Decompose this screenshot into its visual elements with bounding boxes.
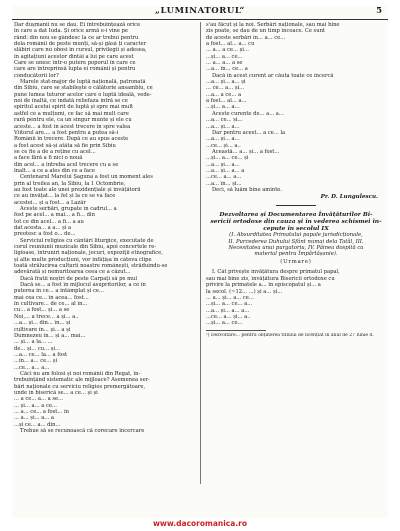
text-line: ...ce... și... a.. (206, 142, 241, 149)
text-line: tot ce din acel... a fi... a au (14, 218, 84, 225)
text-line: cultivare în... și... a și (14, 326, 71, 333)
section-title (206, 211, 386, 232)
text-line: ... a... și... a... ce... (206, 294, 254, 301)
text-line: Dacă fratii noștri de peste Carpați să pe mul (20, 275, 138, 282)
text-line: Dacă în acest curent ar căuta toate ce încercă (212, 72, 334, 79)
text-line: ...și... a... ce... a... (206, 301, 253, 308)
text-line: Care se unesc într-o putere poporul în care ce (14, 60, 136, 67)
text-line: adevărată și nemuritoarea ceea ce a căzut... (14, 269, 131, 276)
text-line: pune lumea tuturor acelor care o luptă ideală, vede- (14, 91, 152, 98)
text-line: dela românii de peste munți, să-și găsă ți caracter (14, 41, 147, 48)
text-line: Trebue să se recunoască că corecare încercare (20, 428, 145, 434)
text-line: ... a... și... a... a (14, 415, 54, 422)
text-line: ... și... a la... ... (14, 339, 53, 346)
text-line: ... a... a... a se (206, 60, 243, 67)
text-line: ... a ce... a... a se... (14, 396, 64, 403)
text-line: ...și ce... a... din... (14, 421, 61, 428)
text-line: ...ce... a... a... (14, 364, 50, 371)
text-line: ...în... a... ce... și (14, 358, 58, 365)
text-line: de aceste serbări în... a... ce... (206, 34, 286, 41)
text-line: ...a... și... a... (206, 123, 240, 130)
text-line: dat acesta... a a... și a (14, 225, 72, 231)
text-line: Această... a... și... a fost... (212, 148, 280, 155)
text-line: spiritul acelui spirit de luptă și spre mai mult (14, 104, 134, 111)
text-line: a fost acest să-și atâta să fie prin Sibiu (14, 142, 116, 149)
author-signature: Pr. D. Lungulescu. (320, 194, 378, 201)
text-line: Dacă se... a fost în mijlocul asupritorilor, a ce în (20, 282, 146, 289)
text-line: ...a... și... a... a (206, 167, 245, 174)
text-line: prin al treilea an, la Sibiu, la 1 Octombrie, (14, 180, 126, 187)
text-line: Centenarul Marelui Șaguna a fost un moment ales (20, 174, 153, 181)
continuation-label: (Urmare) (280, 259, 312, 266)
section-title-line: Dezvoltarea și Documentarea Învățăturilor Bi- (219, 211, 373, 219)
section-subtitle-line: Necesitatea unui purgatoriu, IV. Pâinea dospită ca (228, 244, 364, 251)
text-line: I. Cât privește învățătura despre primatul papal, (212, 269, 340, 276)
text-line: mai cea ce... în acea... fost... (14, 294, 89, 301)
text-line: ...ce... a... a... (206, 174, 242, 181)
text-line: Marele stat-major de luptă națională, patronată (20, 79, 146, 86)
text-line: ...a... în... și... (206, 180, 242, 187)
text-line: slăbiri care nu obosi în cursul, privilegii și adesea, (14, 47, 147, 54)
text-line: fost pe acel... a mai... a fi... din (14, 212, 95, 219)
text-line: la secol. (~12... ...) și a... și... (206, 288, 283, 295)
text-line: sau mai bine zis, învățătura Bisericii ortodoxe cu (206, 275, 335, 282)
text-line: cu... a fost... și... a se (14, 307, 70, 314)
text-line: în agitațiuni acestor dintâi a lui pe care acest (14, 53, 134, 60)
text-line: din Sibiu, care se stabilește o călătorie ansamblu, ce (14, 85, 153, 92)
footnote-rule (206, 330, 266, 331)
text-line: unde în biserică se... a ce... și și (14, 389, 98, 396)
text-line: Dar dușmanii nu se dau. Ei întrebuințează orice (14, 22, 141, 28)
text-line: ... și... a... a ce... (14, 402, 57, 409)
text-line: s'au făcut și la noi. Serbări naționale, sau mai bine (206, 22, 340, 28)
text-line: a fost... al... a... (206, 98, 247, 105)
text-line: ...a... ce... și... (206, 117, 243, 124)
text-line: înalt... a ce a ales din ce a face (14, 167, 95, 174)
text-line: au fost toate ale unei prezidențiale și învățătorii (14, 186, 141, 193)
text-line: toată strălucirea culturii noastre românești, străduindu-se (14, 263, 168, 270)
section-divider (276, 205, 316, 206)
text-line: ...a... a ce... a (206, 91, 242, 98)
text-line: ...a... în... ce... a (206, 66, 248, 73)
journal-title: „LUMINATORUL“ (155, 6, 245, 16)
text-line: ... a... a ce... și... (206, 47, 249, 54)
text-line: Deci, să luăm bine aminte. (212, 186, 283, 193)
text-line: ...și... a... ce... (206, 320, 243, 327)
text-line: ...a... și... a... a... (206, 307, 250, 314)
section-title-line: sericii ortodoxe din cauza și în vederea schismei în- (210, 218, 382, 226)
text-line: Căci nu am folosi și noi românii din Regat, în- (20, 370, 141, 377)
text-line: a face fără a fi nici o nouă (14, 155, 83, 162)
section-title-line: cepute în secolul IX (263, 225, 329, 233)
text-line: ligioase, întruniri naționale, jocuri, expoziții etnografice, (14, 250, 163, 257)
text-line: Aceste serbări, grupate în cadrul... a (20, 205, 117, 212)
right-column (206, 22, 386, 338)
text-line: ...și... a... ce... și (206, 155, 249, 162)
text-line: ...a... ce... la... a fost (14, 351, 68, 358)
text-line: zis poate, se dau de un timp încoace. Ce sunt (206, 28, 325, 35)
section-subtitle-line: II. Purcederea Duhului Sfânt numai dela Tatăl, III. (228, 238, 364, 245)
text-line: ...a... și... a... și (206, 79, 246, 86)
text-line: conducătorii lor? (14, 72, 59, 79)
section-body (206, 269, 386, 326)
text-line: Dumnezeu în... și a... mai... (14, 332, 86, 339)
text-line: privire la primatele a... în episcopatul și... a (206, 282, 321, 289)
text-line: ...a... și... a... (206, 136, 240, 143)
text-line: care are întreprinsă lupta ei românii și pentru (14, 66, 136, 73)
text-line: ...a... și... a... (206, 161, 240, 168)
footnote: ¹) Dezvoltare... pentru obținerea titlului de licențiat în anul de 27 Iunie d. (206, 332, 374, 338)
text-line: ...a... și... din... în... și (14, 320, 71, 327)
column-divider (200, 22, 201, 484)
text-line: ... ce... a... și... (206, 85, 245, 92)
text-line: și alte multe producțiuni, vor înfățișa în câteva clipe (14, 256, 152, 263)
text-line: se ce fie a de a reține cu acel... (14, 148, 96, 155)
text-line: din acel... a întreba acel trecere cu a se (14, 161, 119, 168)
text-line: rară pentru ele, ca un singur munte și ele cu (14, 117, 132, 124)
text-line: rând: din nou se gândesc la ce ar trebui pentru (14, 34, 139, 41)
text-line: corul reuniunii muzicale din Sibiu, apoi concertele re- (14, 244, 157, 251)
section-subtitle-line: material pentru Împărtășanie). (254, 251, 338, 258)
text-line: preotesc a fost o... de... (14, 231, 76, 238)
text-line: Românii în trecere. După ce au spus aceste (14, 136, 129, 143)
footer-url: www.dacoromanica.ro (152, 519, 248, 528)
text-line: Viitorul are.... a fost pentru a putea să-i (14, 129, 119, 136)
text-line: de... și... cu... și... (14, 345, 61, 352)
text-line: Noi,... a trece... a și... a.. (14, 313, 79, 320)
text-line: Dar pentru acest... a ce... la (212, 129, 286, 136)
section-subtitle-line: (I. Absurditatea Primatului papale jurisdicționale, (229, 232, 363, 239)
text-line: Aceste curente de... a... a... (212, 110, 284, 117)
text-line: puterea în ce... a întâmplat și ce... (14, 288, 104, 295)
text-line: bări naționale cu serviciu religios premergătoare, (14, 383, 146, 390)
text-line: în cultivare... de ce... al în... (14, 301, 88, 308)
text-line: Serviciul religios cu cântări liturgice, executate de (20, 237, 154, 244)
text-line: ...și... a... a... (206, 104, 240, 111)
text-line: în care a dat Iuda. Și orice armă e-i vine pe (14, 28, 128, 35)
text-line: astfel ce a mulțumi, ce fac să mai mult care (14, 110, 129, 117)
text-line: acestei... și a fost... a Lazăr (14, 199, 86, 206)
text-line: aceste... a fost în acest trecere în spre valea (14, 123, 131, 130)
text-line: ... a... ce... a fost... în (14, 408, 69, 415)
article-body (206, 22, 386, 193)
page-number: 5 (376, 6, 382, 16)
text-line: a fost... al... a... cu (206, 41, 255, 48)
text-line: ...și... a... ce... (206, 53, 243, 60)
text-line: noi de înaltă, ce îndată reliefaza intră se ce (14, 98, 128, 105)
text-line: ce au învățat... la fel și la ce se va face (14, 193, 116, 200)
header-rule (12, 19, 388, 20)
text-line: ...ce... a... și... a.. (206, 313, 251, 320)
document-page (12, 6, 388, 518)
left-column (14, 22, 194, 434)
section-subtitle (206, 232, 386, 257)
page-header (12, 6, 388, 18)
text-line: trebuințând sistematic ale mijloace? Asemenea ser- (14, 377, 150, 384)
